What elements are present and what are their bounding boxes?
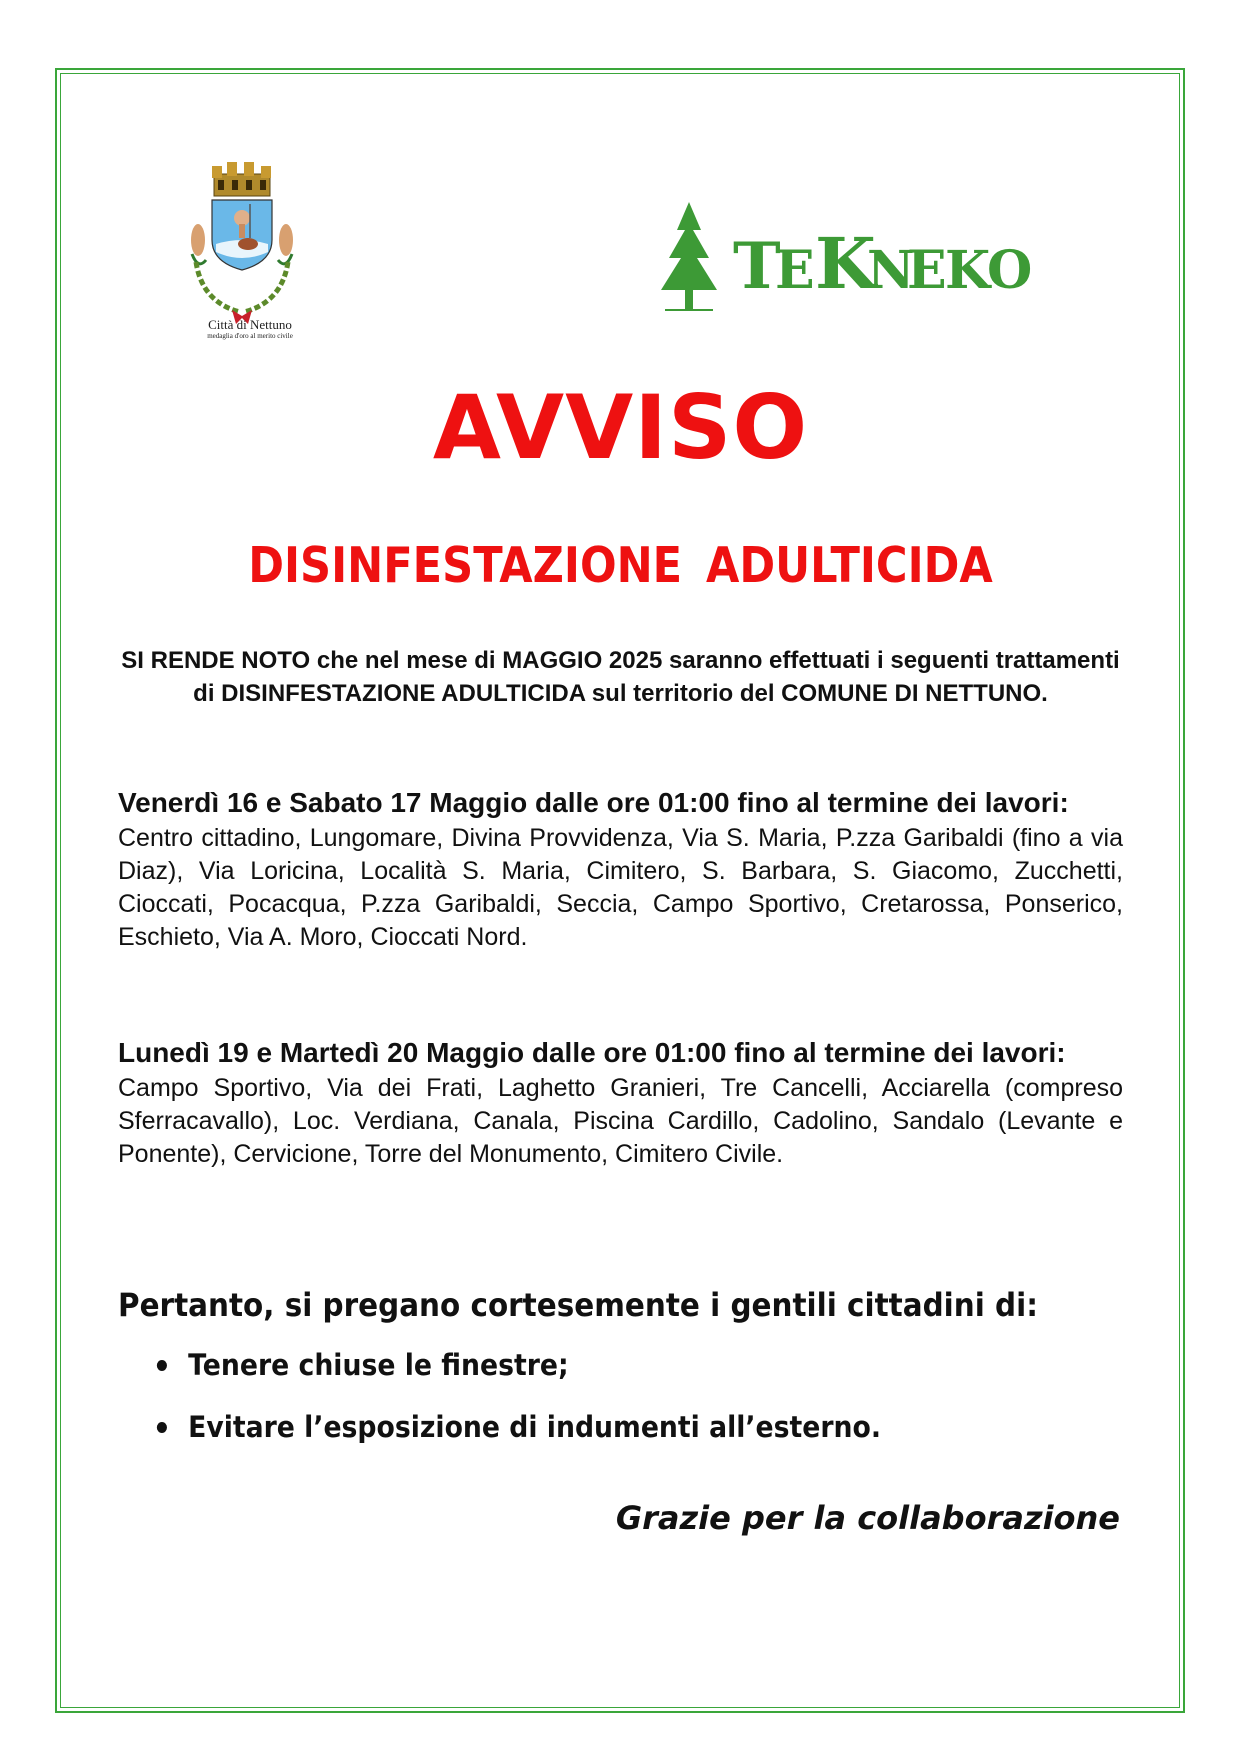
svg-text:K: K	[815, 222, 876, 305]
list-item-text: Tenere chiuse le finestre;	[188, 1348, 569, 1382]
recommendations-list	[155, 1345, 1115, 1469]
svg-text:T: T	[733, 229, 781, 304]
list-item	[155, 1407, 1038, 1469]
schedule-section	[118, 786, 1123, 954]
closing-text: Grazie per la collaborazione	[615, 1499, 1120, 1537]
page-title: AVVISO	[432, 376, 809, 479]
tekneko-logo	[655, 200, 1075, 330]
svg-text:O: O	[987, 240, 1033, 301]
page-subtitle: DISINFESTAZIONE ADULTICIDA	[248, 537, 993, 594]
crest-caption	[180, 318, 320, 341]
intro-paragraph: SI RENDE NOTO che nel mese di MAGGIO 2025 saranno effettuati i seguenti trattamenti di DISINFESTAZIONE ADULTICIDA sul territorio del COMUNE DI NETTUNO.	[121, 647, 1120, 707]
schedule-section	[118, 1036, 1123, 1171]
list-item	[155, 1345, 1038, 1407]
coat-of-arms-icon	[182, 152, 317, 342]
pine-tree-icon	[661, 202, 717, 310]
city-name: Città di Nettuno	[208, 317, 292, 332]
list-item-text: Evitare l’esposizione di indumenti all’esterno.	[188, 1410, 881, 1444]
schedule-heading: Lunedì 19 e Martedì 20 Maggio dalle ore 01:00 fino al termine dei lavori:	[118, 1037, 1066, 1068]
crown-icon	[212, 162, 271, 196]
schedule-areas: Campo Sportivo, Via dei Frati, Laghetto Granieri, Tre Cancelli, Acciarella (compreso Sferracavallo), Loc. Verdiana, Canala, Piscina Cardillo, Cadolino, Sandalo (Levante e Ponente), Cervicione, Torre del Monumento, Cimitero Civile.	[118, 1074, 1123, 1168]
schedule-areas: Centro cittadino, Lungomare, Divina Provvidenza, Via S. Maria, P.zza Garibaldi (fino a via Diaz), Via Loricina, Località S. Maria, Cimitero, S. Barbara, S. Giacomo, Zucchetti, Cioccati, Pocacqua, P.zza Garibaldi, Seccia, Campo Sportivo, Cretarossa, Ponserico, Eschieto, Via A. Moro, Cioccati Nord.	[118, 824, 1123, 951]
tekneko-wordmark	[733, 222, 1032, 305]
medal-caption: medaglia d'oro al merito civile	[207, 332, 293, 340]
bullet-icon	[157, 1360, 167, 1371]
svg-text:N: N	[867, 240, 915, 301]
schedule-heading: Venerdì 16 e Sabato 17 Maggio dalle ore 01:00 fino al termine dei lavori:	[118, 787, 1069, 818]
svg-text:K: K	[945, 240, 991, 301]
svg-text:E: E	[907, 240, 947, 301]
svg-text:E: E	[775, 240, 815, 301]
request-text: Pertanto, si pregano cortesemente i gentili cittadini di:	[118, 1286, 1038, 1324]
bullet-icon	[157, 1422, 167, 1433]
